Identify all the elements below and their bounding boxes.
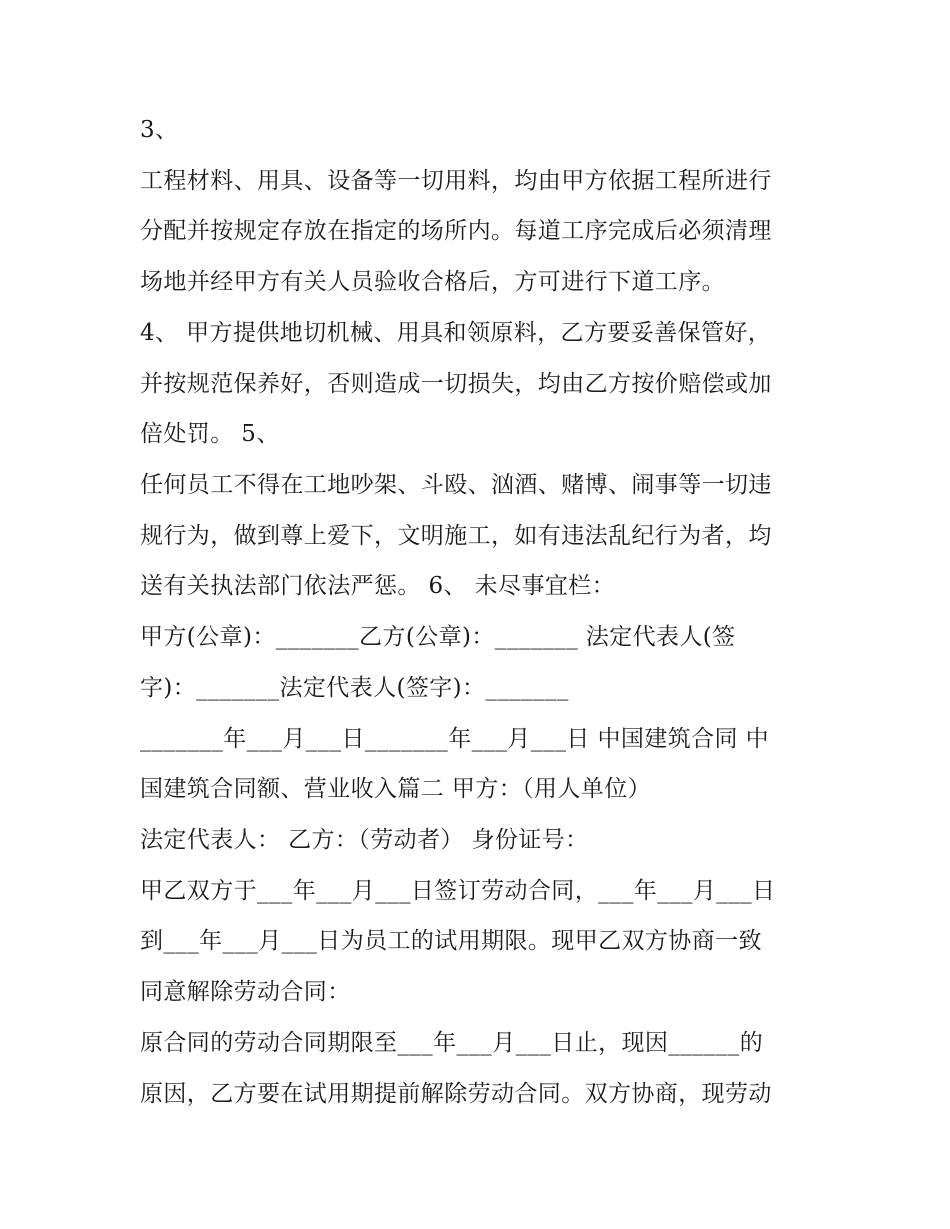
text-line: 字)：_______法定代表人(签字)：_______ [140, 675, 569, 701]
text-line: 分配并按规定存放在指定的场所内。每道工序完成后必须清理 [140, 218, 772, 244]
text-line: 原合同的劳动合同期限至___年___月___日止，现因______的 [140, 1030, 764, 1056]
text-line: 法定代表人： 乙方：（劳动者） 身份证号： [140, 827, 589, 853]
text-line: 并按规范保养好，否则造成一切损失，均由乙方按价赔偿或加 [140, 371, 772, 397]
text-line: 任何员工不得在工地吵架、斗殴、汹酒、赌博、闹事等一切违 [140, 472, 772, 498]
text-line: 规行为，做到尊上爱下，文明施工，如有违法乱纪行为者，均 [140, 523, 772, 549]
text-line: 场地并经甲方有关人员验收合格后，方可进行下道工序。 [140, 269, 725, 295]
text-line: 原因，乙方要在试用期提前解除劳动合同。双方协商，现劳动 [140, 1081, 772, 1107]
text-line: 同意解除劳动合同： [140, 979, 351, 1005]
text-line: 4、 甲方提供地切机械、用具和领原料，乙方要妥善保管好， [140, 320, 772, 346]
text-line: 送有关执法部门依法严惩。 6、 未尽事宜栏： [140, 573, 616, 599]
text-line: 到___年___月___日为员工的试用期限。现甲乙双方协商一致 [140, 928, 762, 954]
text-line: 国建筑合同额、营业收入篇二 甲方：（用人单位） [140, 776, 652, 802]
text-line: 倍处罚。 5、 [140, 421, 280, 447]
text-line: 甲方(公章)：_______乙方(公章)：_______ 法定代表人(签 [140, 624, 736, 650]
text-line: 甲乙双方于___年___月___日签订劳动合同，___年___月___日 [140, 878, 776, 904]
text-line: _______年___月___日_______年___月___日 中国建筑合同 中 [140, 726, 770, 752]
text-line: 工程材料、用具、设备等一切用料，均由甲方依据工程所进行 [140, 168, 772, 194]
text-line: 3、 [140, 117, 179, 143]
